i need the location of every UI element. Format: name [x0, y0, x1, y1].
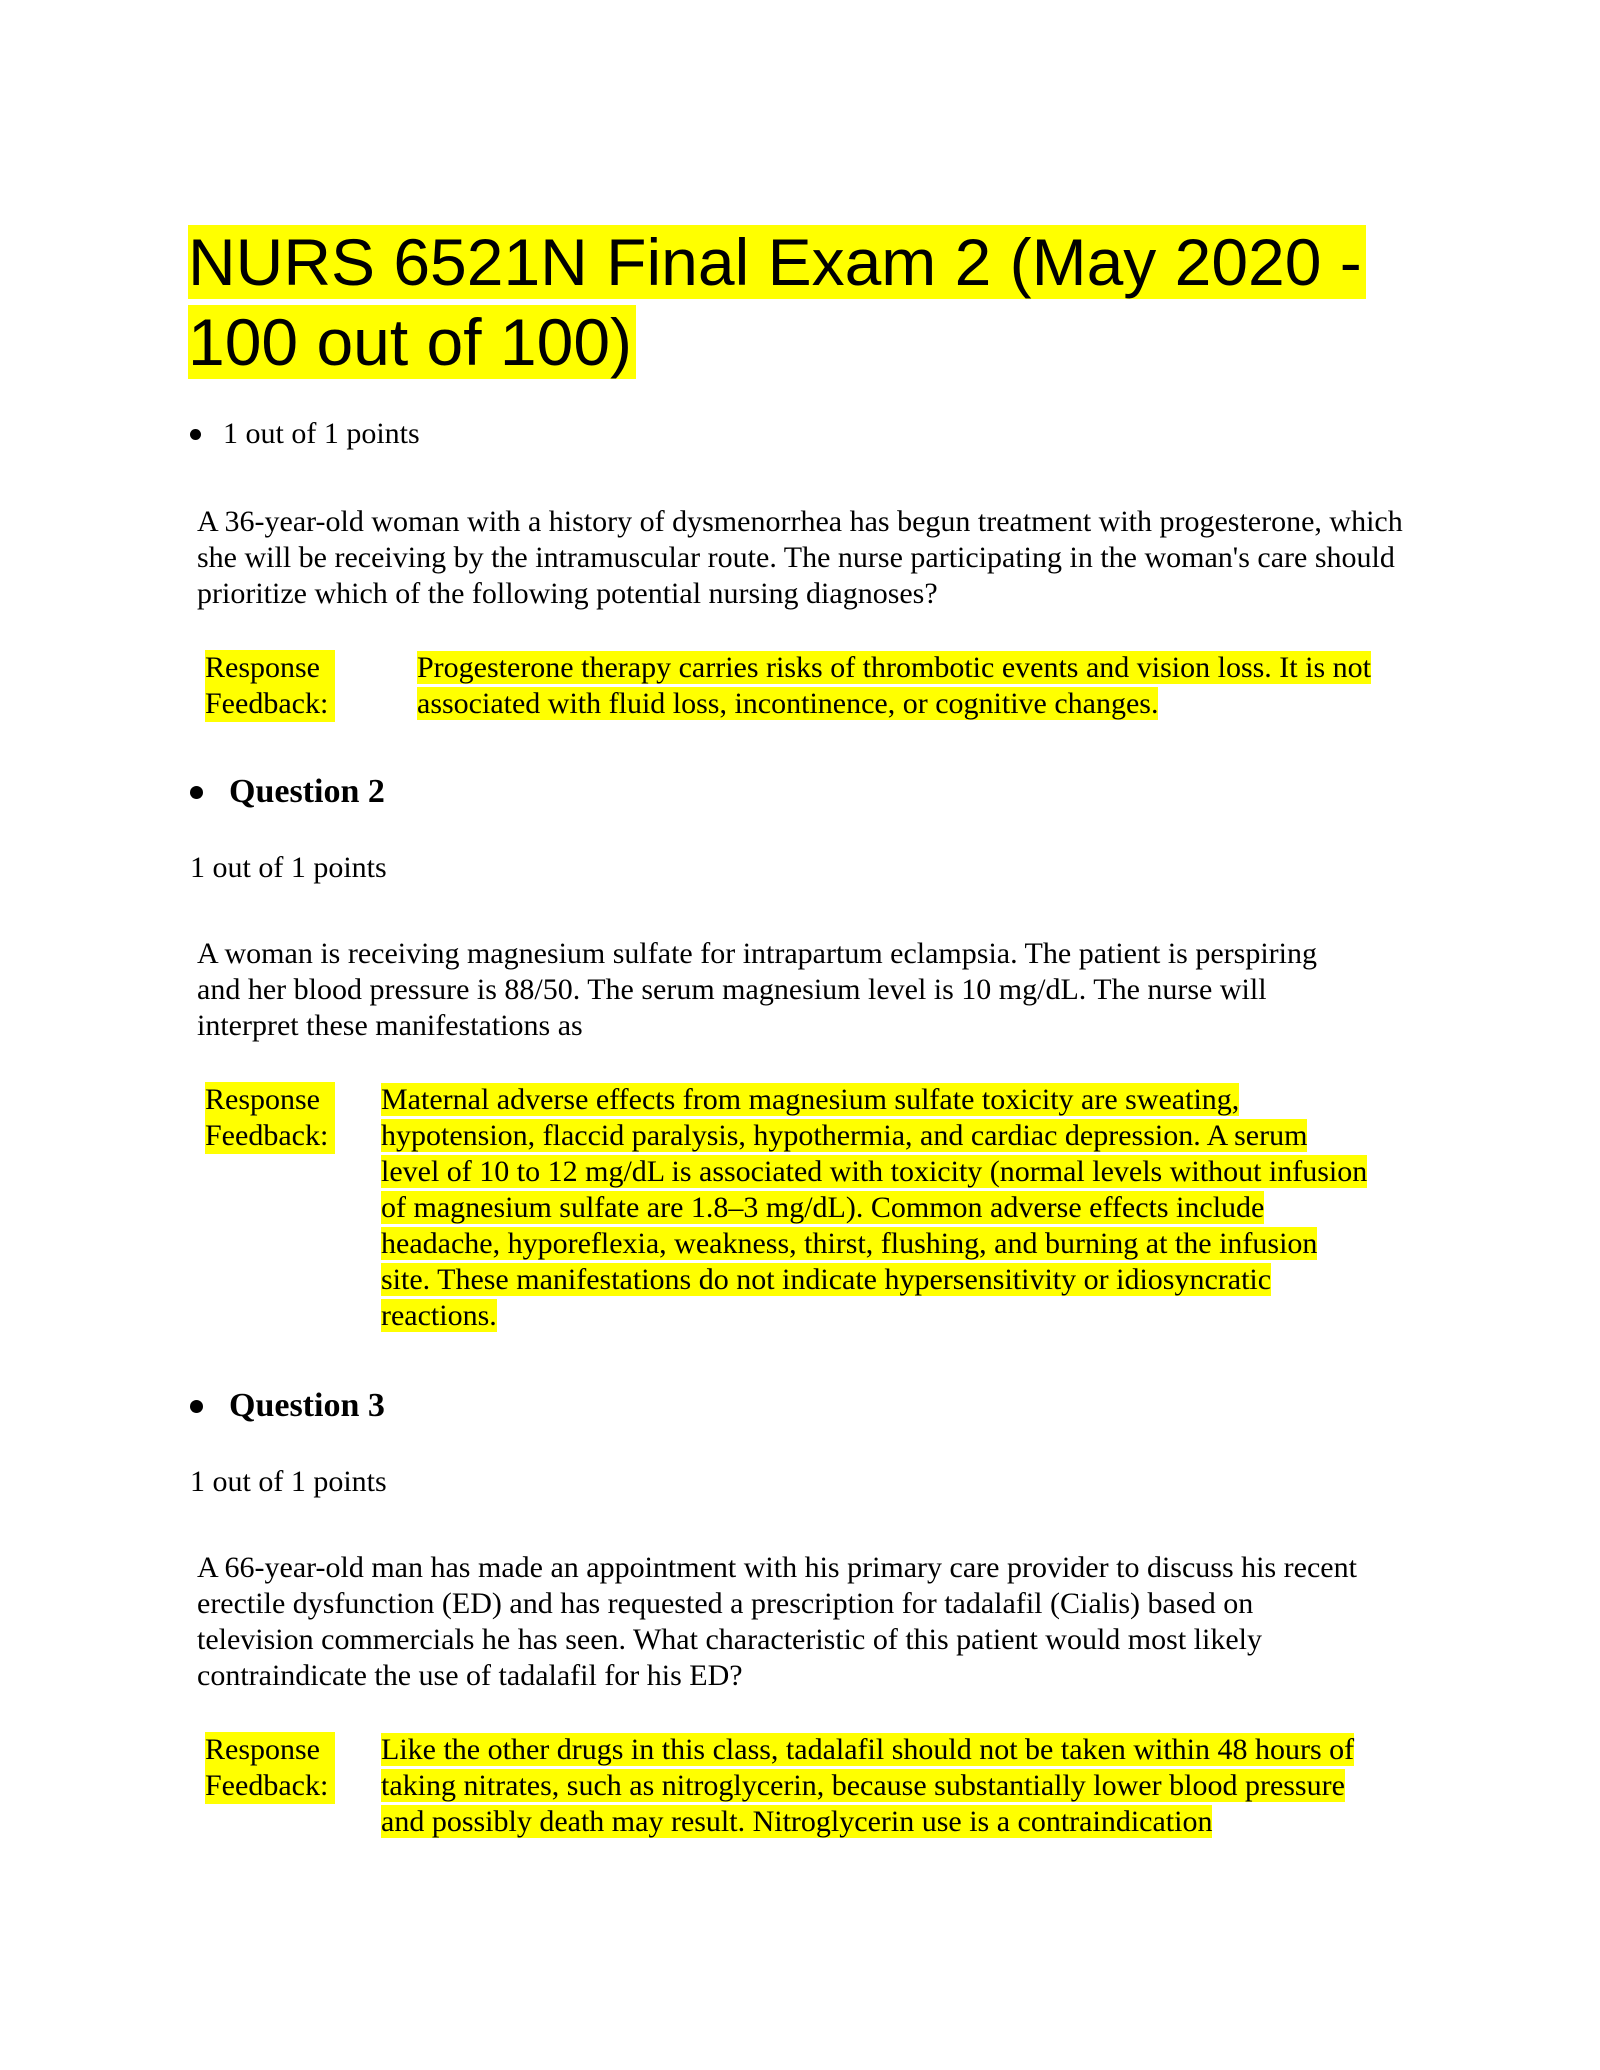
feedback-label: Response Feedback:	[205, 1732, 381, 1840]
feedback-text: Progesterone therapy carries risks of thrombotic events and vision loss. It is not associated with fluid loss, incontinence, or cognitive changes.	[417, 651, 1371, 720]
points-bullet	[190, 416, 420, 452]
question-heading	[190, 774, 385, 810]
bullet-dot-icon	[190, 1400, 203, 1413]
question-text: A 36-year-old woman with a history of dysmenorrhea has begun treatment with progesterone, which she will be receiving by the intramuscular route. The nurse participating in the woman's care should prioritize which of the following potential nursing diagnoses?	[197, 505, 1403, 610]
question-heading-text: Question 2	[229, 773, 385, 810]
question-text: A woman is receiving magnesium sulfate for intrapartum eclampsia. The patient is perspiring and her blood pressure is 88/50. The serum magnesium level is 10 mg/dL. The nurse will interpret these manifestations as	[197, 937, 1317, 1042]
question-text: A 66-year-old man has made an appointment with his primary care provider to discuss his recent erectile dysfunction (ED) and has requested a prescription for tadalafil (Cialis) based on television commercials he has seen. What characteristic of this patient would most likely contraindicate the use of tadalafil for his ED?	[197, 1551, 1357, 1692]
response-feedback	[205, 1732, 1391, 1840]
document-title	[188, 222, 1388, 382]
bullet-dot-icon	[190, 429, 201, 440]
response-feedback	[205, 1082, 1371, 1334]
title-highlight: NURS 6521N Final Exam 2 (May 2020 - 100 out of 100)	[188, 225, 1366, 379]
points-text: 1 out of 1 points	[223, 417, 420, 450]
question-heading	[190, 1388, 385, 1424]
feedback-label: Response Feedback:	[205, 650, 417, 722]
bullet-dot-icon	[190, 786, 203, 799]
points-text: 1 out of 1 points	[190, 851, 387, 884]
response-feedback	[205, 650, 1377, 722]
question-heading-text: Question 3	[229, 1387, 385, 1424]
feedback-label: Response Feedback:	[205, 1082, 381, 1334]
points-text: 1 out of 1 points	[190, 1465, 387, 1498]
feedback-text: Maternal adverse effects from magnesium sulfate toxicity are sweating, hypotension, flaccid paralysis, hypothermia, and cardiac depression. A serum level of 10 to 12 mg/dL is associated with toxicity (normal levels without infusion of magnesium sulfate are 1.8–3 mg/dL). Common adverse effects include headache, hyporeflexia, weakness, thirst, flushing, and burning at the infusion site. These manifestations do not indicate hypersensitivity or idiosyncratic reactions.	[381, 1083, 1368, 1332]
feedback-text: Like the other drugs in this class, tadalafil should not be taken within 48 hours of taking nitrates, such as nitroglycerin, because substantially lower blood pressure and possibly death may result. Nitroglycerin use is a contraindication	[381, 1733, 1355, 1838]
